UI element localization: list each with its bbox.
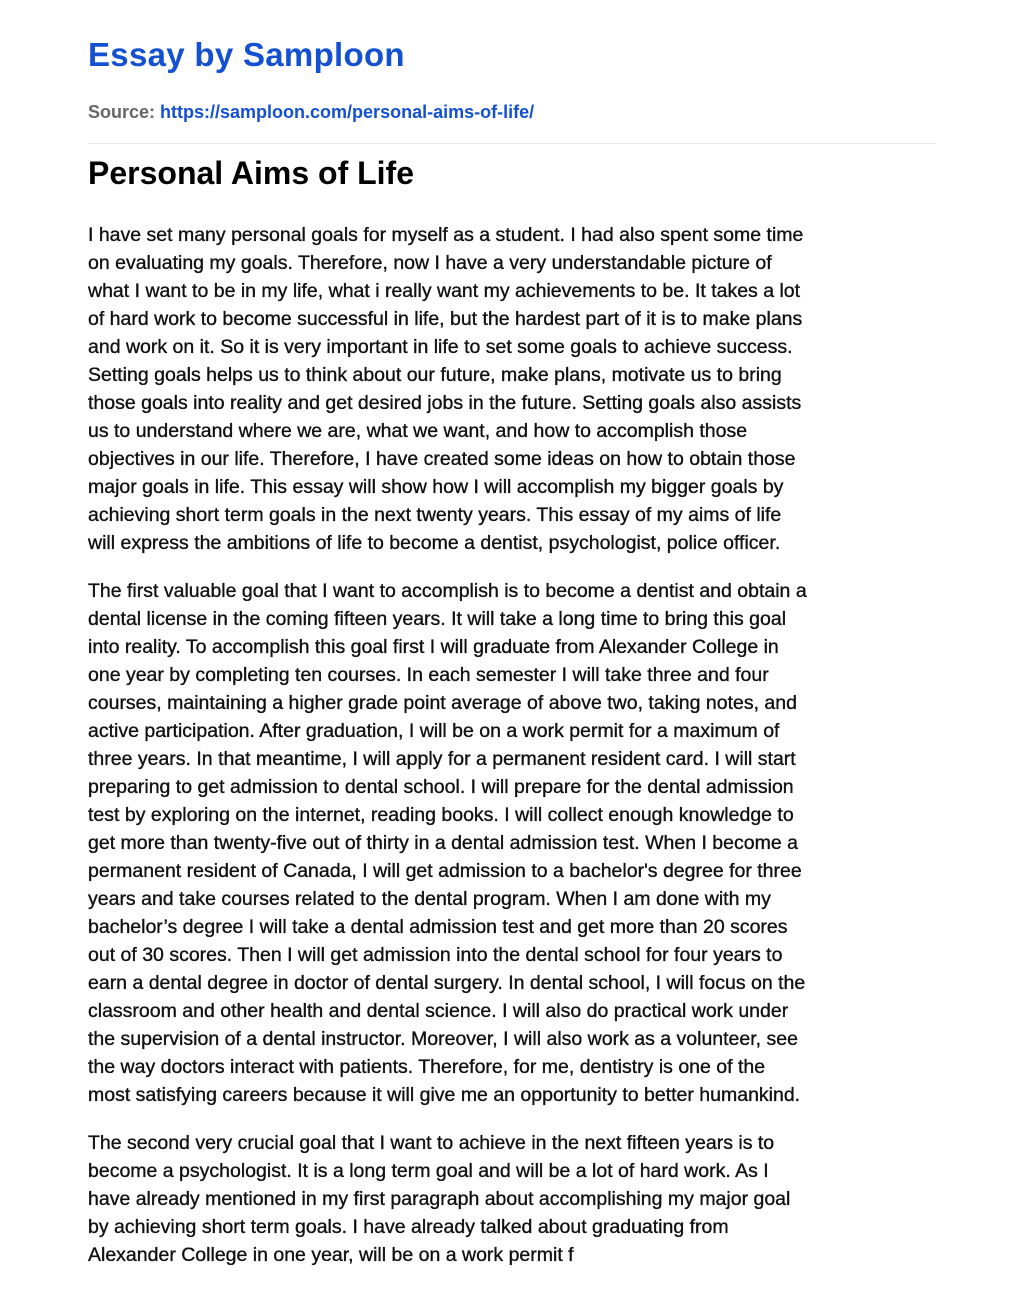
text-line: have already mentioned in my first paragraph about accomplishing my major goal [88,1188,791,1210]
text-line: three years. In that meantime, I will apply for a permanent resident card. I will start [88,748,796,770]
text-line: achieving short term goals in the next twenty years. This essay of my aims of life [88,504,782,526]
text-line: into reality. To accomplish this goal first I will graduate from Alexander College in [88,636,779,658]
paragraph [88,221,936,557]
paragraph [88,577,936,1109]
text-line: get more than twenty-five out of thirty in a dental admission test. When I become a [88,832,798,854]
text-line: Alexander College in one year, will be on a work permit f [88,1244,574,1266]
text-line: I have set many personal goals for myself as a student. I had also spent some time [88,224,804,246]
text-line: those goals into reality and get desired jobs in the future. Setting goals also assists [88,392,802,414]
text-line: the way doctors interact with patients. Therefore, for me, dentistry is one of the [88,1056,766,1078]
text-line: what I want to be in my life, what i really want my achievements to be. It takes a lot [88,280,801,302]
brand-title: Essay by Samploon [88,36,405,73]
text-line: objectives in our life. Therefore, I have created some ideas on how to obtain those [88,448,796,470]
text-line: earn a dental degree in doctor of dental surgery. In dental school, I will focus on the [88,972,806,994]
text-line: test by exploring on the internet, reading books. I will collect enough knowledge to [88,804,794,826]
text-line: of hard work to become successful in life, but the hardest part of it is to make plans [88,308,803,330]
text-line: preparing to get admission to dental school. I will prepare for the dental admission [88,776,794,798]
text-line: most satisfying careers because it will give me an opportunity to better humankind. [88,1084,801,1106]
text-line: classroom and other health and dental science. I will also do practical work under [88,1000,789,1022]
text-line: and work on it. So it is very important in life to set some goals to achieve success. [88,336,793,358]
text-line: courses, maintaining a higher grade point average of above two, taking notes, and [88,692,797,714]
essay-body [88,221,936,1289]
text-line: The second very crucial goal that I want to achieve in the next fifteen years is to [88,1132,775,1154]
text-line: years and take courses related to the dental program. When I am done with my [88,888,771,910]
text-line: us to understand where we are, what we want, and how to accomplish those [88,420,748,442]
text-line: out of 30 scores. Then I will get admission into the dental school for four years to [88,944,783,966]
source-link[interactable]: https://samploon.com/personal-aims-of-life/ [160,102,535,122]
text-line: the supervision of a dental instructor. Moreover, I will also work as a volunteer, see [88,1028,798,1050]
text-line: The first valuable goal that I want to accomplish is to become a dentist and obtain a [88,580,807,602]
paragraph [88,1129,936,1269]
text-line: dental license in the coming fifteen years. It will take a long time to bring this goal [88,608,787,630]
text-line: bachelor’s degree I will take a dental admission test and get more than 20 scores [88,916,788,938]
text-line: become a psychologist. It is a long term goal and will be a lot of hard work. As I [88,1160,769,1182]
text-line: major goals in life. This essay will show how I will accomplish my bigger goals by [88,476,784,498]
source-line [88,102,534,123]
text-line: on evaluating my goals. Therefore, now I have a very understandable picture of [88,252,772,274]
text-line: permanent resident of Canada, I will get admission to a bachelor's degree for three [88,860,802,882]
text-line: will express the ambitions of life to become a dentist, psychologist, police officer. [88,532,781,554]
essay-title: Personal Aims of Life [88,155,414,191]
text-line: one year by completing ten courses. In each semester I will take three and four [88,664,769,686]
text-line: Setting goals helps us to think about our future, make plans, motivate us to bring [88,364,782,386]
source-label: Source: [88,102,156,122]
text-line: active participation. After graduation, I will be on a work permit for a maximum of [88,720,780,742]
text-line: by achieving short term goals. I have already talked about graduating from [88,1216,729,1238]
divider [88,143,936,144]
